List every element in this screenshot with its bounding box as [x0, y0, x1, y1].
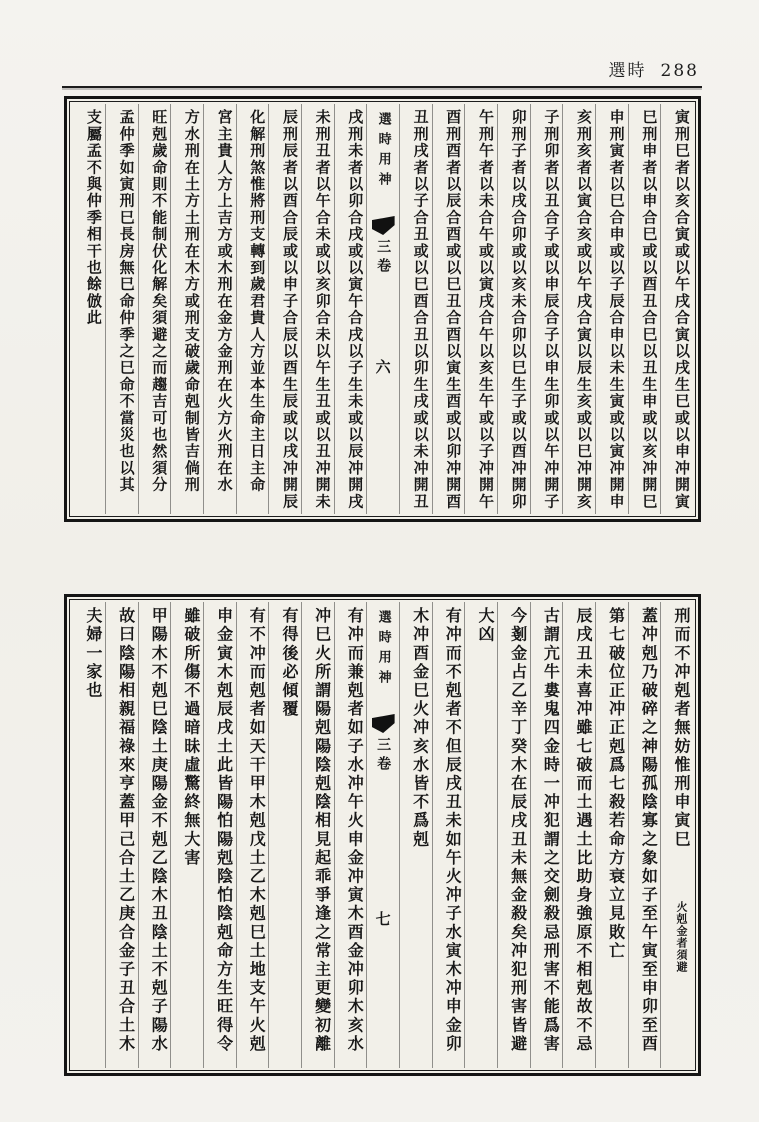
text-column: 甲陽木不剋巳陰土庚陽金不剋乙陰木丑陰土不剋子陽水	[138, 602, 171, 1068]
column-text: 刑而不冲剋者無妨惟刑申寅巳	[672, 607, 691, 849]
text-column: 古謂亢牛婁鬼四金時一冲犯謂之交劍殺忌刑害不能爲害	[530, 602, 563, 1068]
fishtail-ornament-icon	[372, 216, 395, 235]
text-column: 亥刑亥者以寅合亥或以午戌合寅以辰生亥或以巳冲開亥	[562, 104, 595, 514]
text-column: 子刑卯者以丑合子或以申辰合子以申生卯或以午冲開子	[530, 104, 563, 514]
bottom-folio-text	[72, 602, 693, 1068]
text-column: 夫婦一家也	[83, 607, 103, 700]
text-column: 故曰陰陽相親福祿來亨蓋甲己合土乙庚合金子丑合土木	[105, 602, 138, 1068]
text-column: 冲巳火所謂陽剋陽陰剋陰相見起乖爭逢之常主更變初離	[301, 602, 334, 1068]
banxin-volume: 三卷	[375, 737, 392, 775]
running-head-title: 選時	[608, 61, 647, 81]
text-column: 巳刑申者以申合巳或以酉丑合巳以丑生申或以亥冲開巳	[628, 104, 661, 514]
text-column: 今剗金占乙辛丁癸木在辰戌丑未無金殺矣冲犯刑害皆避	[497, 602, 530, 1068]
top-folio-inner-frame	[69, 101, 696, 517]
banxin-title: 選時用神	[375, 112, 391, 192]
interlinear-note: 火剋金者須避	[675, 900, 688, 973]
text-column: 蓋冲剋乃破碎之神陽孤陰寡之象如子至午寅至申卯至酉	[628, 602, 661, 1068]
text-column: 卯刑子者以戌合卯或以亥未合卯以巳生子或以酉冲開卯	[497, 104, 530, 514]
header-rule	[62, 86, 702, 88]
text-column: 化解刑煞惟將刑支轉到歲君貴人方並本生命主日主命	[236, 104, 269, 514]
text-column: 酉刑酉者以辰合酉或以巳丑合酉以寅生酉或以卯冲開酉	[432, 104, 465, 514]
banxin-title: 選時用神	[375, 610, 391, 690]
text-column: 申刑寅者以巳合申或以子辰合申以未生寅或以寅冲開申	[595, 104, 628, 514]
text-column: 旺剋歲命則不能制伏化解矣須避之而趨吉可也然須分	[138, 104, 171, 514]
banxin-column	[366, 104, 399, 514]
banxin-column	[366, 602, 399, 1068]
text-column: 方水刑在土方土刑在木方或刑支破歲命剋制皆吉倘刑	[170, 104, 203, 514]
text-column: 午刑午者以未合午或以寅戌合午以亥生午或以子冲開午	[464, 104, 497, 514]
top-folio-text	[72, 104, 693, 514]
banxin-folio-number: 六	[373, 359, 392, 376]
text-column: 辰戌丑未喜冲雖七破而土遇土比助身強原不相剋故不忌	[562, 602, 595, 1068]
text-column: 支屬孟不與仲季相干也餘倣此	[84, 109, 103, 327]
banxin-volume: 三卷	[375, 239, 392, 277]
text-column: 雖破所傷不過暗昧虛驚終無大害	[170, 602, 203, 1068]
text-column: 有冲而兼剋者如子水冲午火申金冲寅木酉金冲卯木亥水	[334, 602, 367, 1068]
fishtail-ornament-icon	[372, 714, 395, 733]
text-column: 宮主貴人方上吉方或木刑在金方金刑在火方火刑在水	[203, 104, 236, 514]
text-column: 孟仲季如寅刑巳長房無巳命仲季之巳命不當災也以其	[105, 104, 138, 514]
text-column: 丑刑戌者以子合丑或以巳酉合丑以卯生戌或以未冲開丑	[399, 104, 432, 514]
page-number: 288	[660, 61, 699, 81]
bottom-folio-inner-frame	[69, 599, 696, 1071]
text-column-with-note	[660, 602, 693, 1068]
text-column: 大凶	[464, 602, 497, 1068]
page-header	[609, 56, 699, 81]
text-column: 有冲而不剋者不但辰戌丑未如午火冲子水寅木冲申金卯	[432, 602, 465, 1068]
text-column: 木冲酉金巳火冲亥水皆不爲剋	[399, 602, 432, 1068]
text-column: 有得後必傾覆	[268, 602, 301, 1068]
text-column: 寅刑巳者以亥合寅或以午戌合寅以戌生巳或以申冲開寅	[660, 104, 693, 514]
text-column: 未刑丑者以午合未或以亥卯合未以午生丑或以丑冲開未	[301, 104, 334, 514]
text-column: 辰刑辰者以酉合辰或以申子合辰以酉生辰或以戌冲開辰	[268, 104, 301, 514]
column-gap	[681, 849, 682, 901]
text-column: 申金寅木剋辰戌土此皆陽怕陽剋陰怕陰剋命方生旺得令	[203, 602, 236, 1068]
text-column: 戌刑未者以卯合戌或以寅午合戌以子生未或以辰冲開戌	[334, 104, 367, 514]
text-column: 第七破位正冲正剋爲七殺若命方衰立見敗亡	[595, 602, 628, 1068]
top-folio	[64, 96, 701, 522]
banxin-folio-number: 七	[373, 911, 392, 929]
text-column: 有不冲而剋者如天干甲木剋戊土乙木剋巳土地支午火剋	[236, 602, 269, 1068]
bottom-folio	[64, 594, 701, 1076]
